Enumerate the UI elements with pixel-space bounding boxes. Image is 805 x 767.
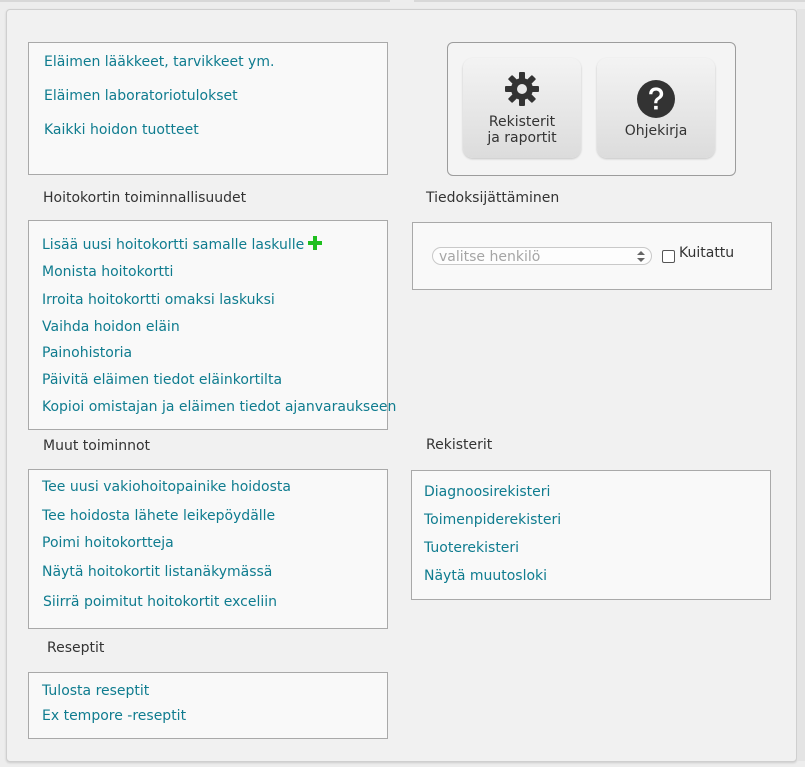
tiedoksi-heading: Tiedoksijättäminen	[426, 190, 560, 206]
gear-icon	[504, 71, 540, 107]
top-tab-strip	[0, 0, 805, 6]
manual-button[interactable]	[597, 58, 715, 158]
link-detach-card[interactable]: Irroita hoitokortti omaksi laskuksi	[42, 292, 275, 308]
link-list-view[interactable]: Näytä hoitokortit listanäkymässä	[42, 564, 273, 580]
link-duplicate-card[interactable]: Monista hoitokortti	[42, 264, 174, 280]
link-weight-history[interactable]: Painohistoria	[42, 345, 133, 361]
reports-label-line1: Rekisterit	[488, 114, 556, 130]
hoitokortti-heading: Hoitokortin toiminnallisuudet	[43, 190, 247, 206]
link-referral-clipboard[interactable]: Tee hoidosta lähete leikepöydälle	[42, 508, 276, 524]
tab-left[interactable]	[0, 0, 390, 2]
link-product-register[interactable]: Tuoterekisteri	[424, 540, 520, 556]
link-change-animal[interactable]: Vaihda hoidon eläin	[42, 319, 180, 335]
link-add-card[interactable]: Lisää uusi hoitokortti samalle laskulle	[42, 237, 305, 253]
link-lab-results[interactable]: Eläimen laboratoriotulokset	[44, 88, 238, 104]
acknowledged-checkbox[interactable]	[662, 250, 675, 263]
acknowledged-label: Kuitattu	[679, 245, 735, 261]
plus-icon[interactable]	[308, 236, 322, 250]
action-button-group	[447, 42, 736, 176]
link-change-log[interactable]: Näytä muutosloki	[424, 568, 548, 584]
link-new-standard-button[interactable]: Tee uusi vakiohoitopainike hoidosta	[42, 479, 291, 495]
select-arrows-icon	[636, 250, 646, 263]
link-all-products[interactable]: Kaikki hoidon tuotteet	[44, 122, 199, 138]
scrollbar[interactable]	[797, 9, 805, 761]
link-print-prescriptions[interactable]: Tulosta reseptit	[42, 683, 150, 699]
add-card-row	[42, 236, 322, 254]
link-procedure-register[interactable]: Toimenpiderekisteri	[424, 512, 562, 528]
manual-label: Ohjekirja	[624, 123, 688, 139]
tab-right[interactable]	[414, 0, 805, 2]
link-update-animal[interactable]: Päivitä eläimen tiedot eläinkortilta	[42, 372, 283, 388]
muut-heading: Muut toiminnot	[43, 438, 151, 454]
reseptit-heading: Reseptit	[47, 640, 105, 656]
link-diagnosis-register[interactable]: Diagnoosirekisteri	[424, 484, 551, 500]
person-select[interactable]	[432, 247, 652, 265]
link-pick-cards[interactable]: Poimi hoitokortteja	[42, 535, 174, 551]
reports-button[interactable]	[463, 58, 581, 158]
help-icon	[637, 80, 675, 118]
rekisterit-heading: Rekisterit	[426, 437, 493, 453]
link-medicines[interactable]: Eläimen lääkkeet, tarvikkeet ym.	[44, 54, 275, 70]
link-ex-tempore[interactable]: Ex tempore -reseptit	[42, 708, 187, 724]
reports-label-line2: ja raportit	[487, 130, 557, 146]
person-select-placeholder: valitse henkilö	[439, 249, 541, 265]
link-export-excel[interactable]: Siirrä poimitut hoitokortit exceliin	[43, 594, 278, 610]
link-copy-to-booking[interactable]: Kopioi omistajan ja eläimen tiedot ajanvaraukseen	[42, 399, 397, 415]
